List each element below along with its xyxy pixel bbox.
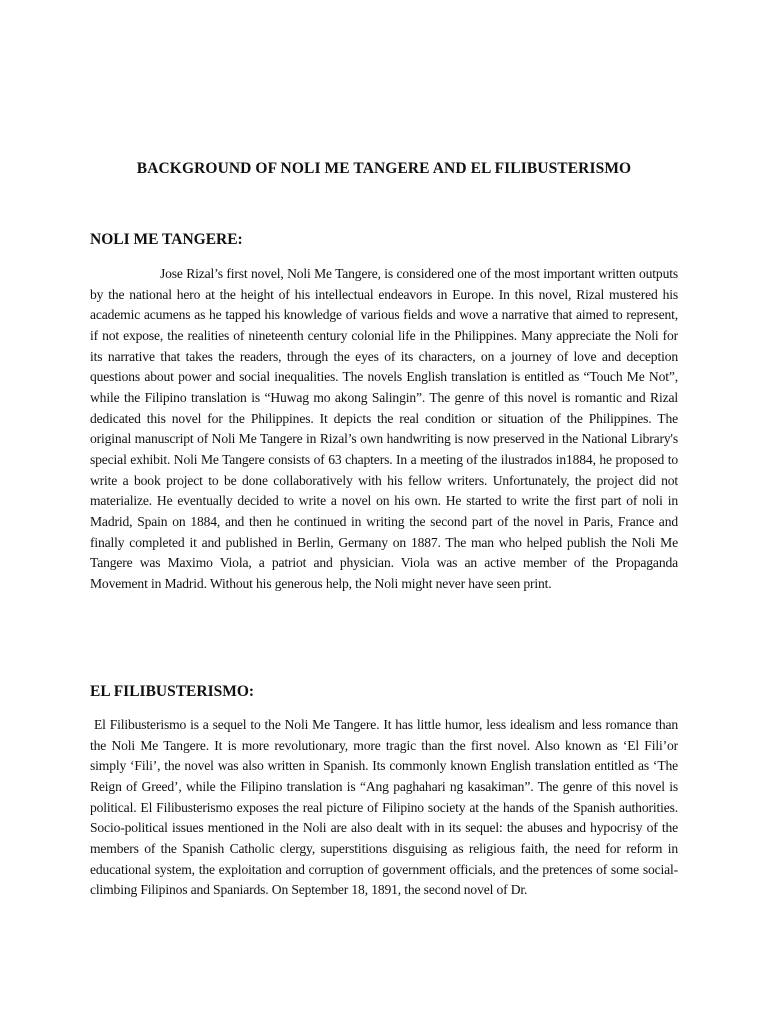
section-heading-el-filibusterismo: EL FILIBUSTERISMO: [90, 683, 255, 700]
paragraph-el-filibusterismo: El Filibusterismo is a sequel to the Noli Me Tangere. It has little humor, less idealism and less romance than the Noli Me Tangere. It is more revolutionary, more tragic than the first novel. Also known as ‘El Fili’or simply ‘Fili’, the novel was also written in Spanish. Its commonly known English translation entitled as ‘The Reign of Greed’, while the Filipino translation is “Ang paghahari ng kasakiman”. The genre of this novel is political. El Filibusterismo exposes the real picture of Filipino society at the hands of the Spanish authorities. Socio-political issues mentioned in the Noli are also dealt with in its sequel: the abuses and hypocrisy of the members of the Spanish Catholic clergy, superstitions disguising as religious faith, the need for reform in educational system, the exploitation and corruption of government officials, and the pretences of some social-climbing Filipinos and Spaniards. On September 18, 1891, the second novel of Dr. [90, 717, 678, 898]
section-heading-noli-me-tangere: NOLI ME TANGERE: [90, 231, 243, 248]
paragraph-noli-me-tangere: Jose Rizal’s first novel, Noli Me Tangere, is considered one of the most important written outputs by the national hero at the height of his intellectual endeavors in Europe. In this novel, Rizal mustered his academic acumens as he tapped his knowledge of various fields and wove a narrative that aimed to represent, if not expose, the realities of nineteenth century colonial life in the Philippines. Many appreciate the Noli for its narrative that takes the readers, through the eyes of its characters, on a journey of love and deception questions about power and social inequalities. The novels English translation is entitled as “Touch Me Not”, while the Filipino translation is “Huwag mo akong Salingin”. The genre of this novel is romantic and Rizal dedicated this novel for the Philippines. It depicts the real condition or situation of the Philippines. The original manuscript of Noli Me Tangere in Rizal’s own handwriting is now preserved in the National Library's special exhibit. Noli Me Tangere consists of 63 chapters. In a meeting of the ilustrados in1884, he proposed to write a book project to be done collaboratively with his fellow writers. Unfortunately, the project did not materialize. He eventually decided to write a novel on his own. He started to write the first part of noli in Madrid, Spain on 1884, and then he continued in writing the second part of the novel in Paris, France and finally completed it and published in Berlin, Germany on 1887. The man who helped publish the Noli Me Tangere was Maximo Viola, a patriot and physician. Viola was an active member of the Propaganda Movement in Madrid. Without his generous help, the Noli might never have seen print. [90, 266, 678, 591]
document-title: BACKGROUND OF NOLI ME TANGERE AND EL FILIBUSTERISMO [136, 160, 632, 177]
